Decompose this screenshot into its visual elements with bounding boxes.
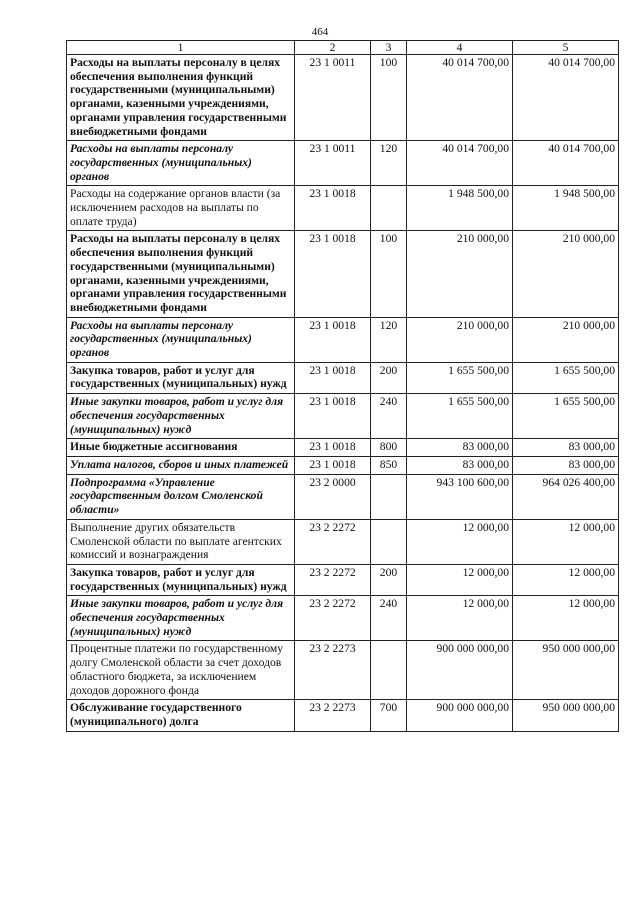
amount-year-2-cell: 1 655 500,00 [513, 394, 619, 439]
amount-year-1-cell: 12 000,00 [407, 519, 513, 564]
expense-type-cell: 100 [371, 231, 407, 317]
amount-year-1-cell: 900 000 000,00 [407, 700, 513, 731]
amount-year-2-cell: 950 000 000,00 [513, 700, 619, 731]
table-row [67, 394, 619, 439]
table-row [67, 362, 619, 393]
expense-type-cell [371, 474, 407, 519]
row-name-cell: Иные закупки товаров, работ и услуг для обеспечения государственных (муниципальных) нужд [67, 596, 295, 641]
amount-year-1-cell: 1 655 500,00 [407, 362, 513, 393]
column-header-5: 5 [513, 41, 619, 55]
row-name-cell: Расходы на выплаты персоналу в целях обеспечения выполнения функций государственными (муниципальными) органами, казенными учреждениями, органами управления государственными внебюджетными фондами [67, 231, 295, 317]
expense-type-cell: 200 [371, 564, 407, 595]
target-article-code-cell: 23 1 0018 [295, 394, 371, 439]
row-name-cell: Расходы на выплаты персоналу государственных (муниципальных) органов [67, 141, 295, 186]
target-article-code-cell: 23 1 0018 [295, 317, 371, 362]
table-row [67, 641, 619, 700]
row-name-cell: Расходы на содержание органов власти (за исключением расходов на выплаты по оплате труда) [67, 186, 295, 231]
row-name-cell: Уплата налогов, сборов и иных платежей [67, 456, 295, 474]
table-row [67, 700, 619, 731]
target-article-code-cell: 23 1 0018 [295, 186, 371, 231]
expense-type-cell: 850 [371, 456, 407, 474]
column-header-1: 1 [67, 41, 295, 55]
table-row [67, 231, 619, 317]
row-name-cell: Иные закупки товаров, работ и услуг для обеспечения государственных (муниципальных) нужд [67, 394, 295, 439]
table-row [67, 55, 619, 141]
amount-year-1-cell: 210 000,00 [407, 317, 513, 362]
amount-year-2-cell: 83 000,00 [513, 456, 619, 474]
table-row [67, 186, 619, 231]
amount-year-1-cell: 40 014 700,00 [407, 55, 513, 141]
expense-type-cell: 700 [371, 700, 407, 731]
amount-year-2-cell: 12 000,00 [513, 564, 619, 595]
column-header-2: 2 [295, 41, 371, 55]
table-row [67, 564, 619, 595]
amount-year-2-cell: 964 026 400,00 [513, 474, 619, 519]
amount-year-1-cell: 210 000,00 [407, 231, 513, 317]
amount-year-2-cell: 83 000,00 [513, 439, 619, 457]
row-name-cell: Иные бюджетные ассигнования [67, 439, 295, 457]
target-article-code-cell: 23 1 0018 [295, 362, 371, 393]
row-name-cell: Расходы на выплаты персоналу государственных (муниципальных) органов [67, 317, 295, 362]
row-name-cell: Выполнение других обязательств Смоленской области по выплате агентских комиссий и вознаграждения [67, 519, 295, 564]
column-header-4: 4 [407, 41, 513, 55]
expense-type-cell: 200 [371, 362, 407, 393]
amount-year-1-cell: 40 014 700,00 [407, 141, 513, 186]
expense-type-cell: 120 [371, 141, 407, 186]
expense-type-cell: 240 [371, 596, 407, 641]
amount-year-2-cell: 40 014 700,00 [513, 141, 619, 186]
expense-type-cell: 240 [371, 394, 407, 439]
table-row [67, 519, 619, 564]
row-name-cell: Закупка товаров, работ и услуг для государственных (муниципальных) нужд [67, 564, 295, 595]
amount-year-2-cell: 210 000,00 [513, 317, 619, 362]
amount-year-2-cell: 40 014 700,00 [513, 55, 619, 141]
target-article-code-cell: 23 2 2272 [295, 596, 371, 641]
row-name-cell: Расходы на выплаты персоналу в целях обеспечения выполнения функций государственными (муниципальными) органами, казенными учреждениями, органами управления государственными внебюджетными фондами [67, 55, 295, 141]
target-article-code-cell: 23 2 2273 [295, 641, 371, 700]
amount-year-1-cell: 83 000,00 [407, 456, 513, 474]
amount-year-2-cell: 1 948 500,00 [513, 186, 619, 231]
row-name-cell: Закупка товаров, работ и услуг для государственных (муниципальных) нужд [67, 362, 295, 393]
expense-type-cell: 800 [371, 439, 407, 457]
expense-type-cell [371, 641, 407, 700]
amount-year-1-cell: 12 000,00 [407, 564, 513, 595]
target-article-code-cell: 23 1 0018 [295, 231, 371, 317]
table-row [67, 596, 619, 641]
amount-year-2-cell: 12 000,00 [513, 596, 619, 641]
table-row [67, 474, 619, 519]
amount-year-1-cell: 900 000 000,00 [407, 641, 513, 700]
amount-year-2-cell: 210 000,00 [513, 231, 619, 317]
amount-year-2-cell: 950 000 000,00 [513, 641, 619, 700]
target-article-code-cell: 23 2 2272 [295, 564, 371, 595]
amount-year-2-cell: 12 000,00 [513, 519, 619, 564]
amount-year-1-cell: 12 000,00 [407, 596, 513, 641]
amount-year-2-cell: 1 655 500,00 [513, 362, 619, 393]
table-row [67, 456, 619, 474]
amount-year-1-cell: 1 948 500,00 [407, 186, 513, 231]
amount-year-1-cell: 943 100 600,00 [407, 474, 513, 519]
row-name-cell: Процентные платежи по государственному долгу Смоленской области за счет доходов областного бюджета, за исключением доходов дорожного фонда [67, 641, 295, 700]
amount-year-1-cell: 1 655 500,00 [407, 394, 513, 439]
amount-year-1-cell: 83 000,00 [407, 439, 513, 457]
target-article-code-cell: 23 1 0018 [295, 456, 371, 474]
target-article-code-cell: 23 1 0018 [295, 439, 371, 457]
header-row [67, 41, 619, 55]
expense-type-cell: 120 [371, 317, 407, 362]
target-article-code-cell: 23 2 0000 [295, 474, 371, 519]
page-number: 464 [311, 26, 329, 38]
target-article-code-cell: 23 2 2272 [295, 519, 371, 564]
expense-type-cell [371, 186, 407, 231]
expense-type-cell: 100 [371, 55, 407, 141]
row-name-cell: Подпрограмма «Управление государственным долгом Смоленской области» [67, 474, 295, 519]
table-row [67, 141, 619, 186]
budget-table [66, 40, 619, 732]
target-article-code-cell: 23 1 0011 [295, 55, 371, 141]
table-row [67, 439, 619, 457]
table-row [67, 317, 619, 362]
target-article-code-cell: 23 2 2273 [295, 700, 371, 731]
target-article-code-cell: 23 1 0011 [295, 141, 371, 186]
column-header-3: 3 [371, 41, 407, 55]
expense-type-cell [371, 519, 407, 564]
row-name-cell: Обслуживание государственного (муниципального) долга [67, 700, 295, 731]
